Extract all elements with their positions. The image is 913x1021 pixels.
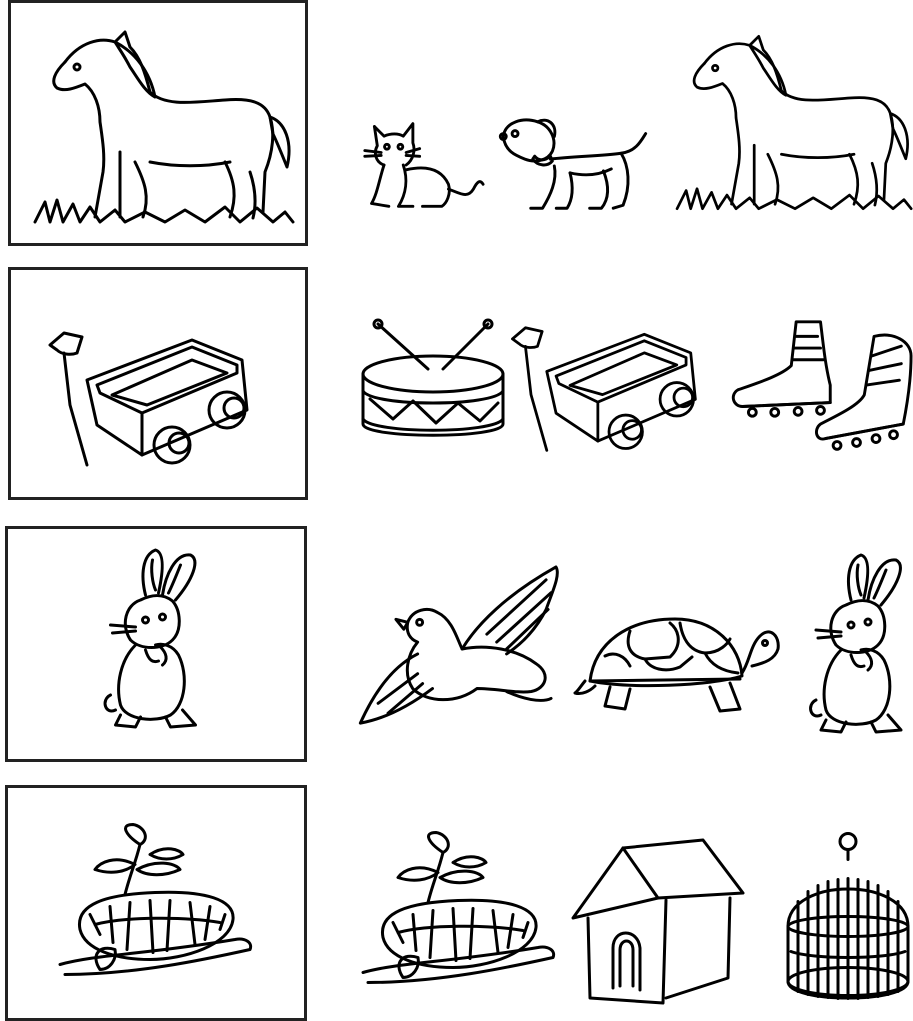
horse-icon xyxy=(25,22,295,232)
drum-icon[interactable] xyxy=(358,318,508,450)
dog-icon[interactable] xyxy=(492,112,652,220)
rabbit-icon[interactable] xyxy=(806,545,913,745)
cat-icon[interactable] xyxy=(360,110,485,220)
nest-icon xyxy=(55,822,255,987)
birdcage-icon[interactable] xyxy=(783,830,913,1008)
turtle-icon[interactable] xyxy=(570,600,780,722)
wagon-icon[interactable] xyxy=(505,320,700,460)
skates-icon[interactable] xyxy=(728,315,913,460)
wagon-icon xyxy=(42,325,252,475)
bird-icon[interactable] xyxy=(356,565,588,733)
doghouse-icon[interactable] xyxy=(568,838,748,1008)
rabbit-icon xyxy=(98,545,213,735)
horse-icon[interactable] xyxy=(668,20,913,225)
nest-icon[interactable] xyxy=(358,830,558,995)
